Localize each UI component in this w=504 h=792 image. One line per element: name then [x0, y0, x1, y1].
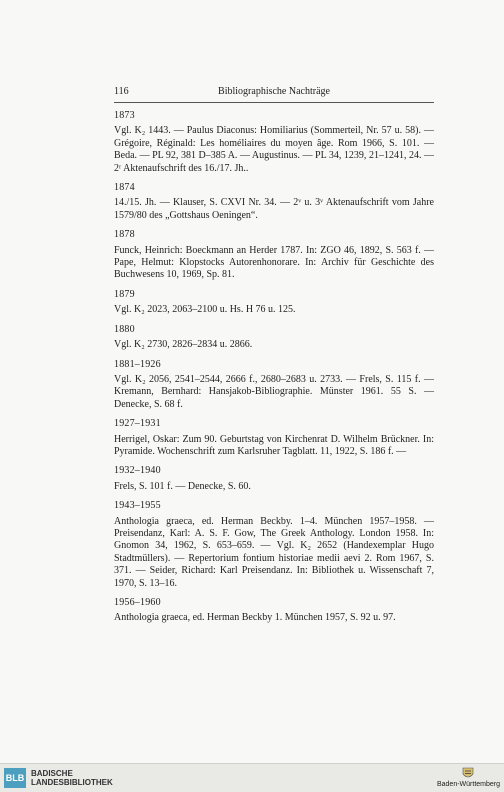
entry-text: 14./15. Jh. — Klauser, S. CXVI Nr. 34. — 2ᵛ u. 3ᵛ Aktenaufschrift vom Jahre 1579/80 des „Gottshaus Oeningen“.	[114, 197, 434, 221]
page-number: 116	[114, 86, 129, 97]
entry-text: Anthologia graeca, ed. Herman Beckby 1. München 1957, S. 92 u. 97.	[114, 612, 396, 624]
library-name	[31, 769, 113, 787]
entry-year: 1943–1955	[114, 500, 161, 512]
footer-bar	[0, 763, 504, 792]
entry-year: 1956–1960	[114, 597, 161, 608]
header-rule	[114, 102, 434, 103]
entries-list	[114, 110, 434, 632]
entry	[114, 418, 434, 458]
entry	[114, 500, 434, 590]
entry-year: 1880	[114, 323, 135, 335]
coat-of-arms-icon	[460, 766, 476, 780]
entry-year: 1932–1940	[114, 465, 161, 477]
entry-text: Funck, Heinrich: Boeckmann an Herder 1787. In: ZGO 46, 1892, S. 563 f. — Pape, Helmut: Klopstocks Autorenhonorare. In: Archiv für Geschichte des Buchwesens 10, 1969, Sp. 81.	[114, 244, 434, 281]
entry	[114, 324, 434, 352]
entry-text: Vgl. K₂ 2730, 2826–2834 u. 2866.	[114, 339, 253, 351]
library-name-line2: LANDESBIBLIOTHEK	[31, 778, 113, 787]
entry-text: Herrigel, Oskar: Zum 90. Geburtstag von Kirchenrat D. Wilhelm Brückner. In: Pyramide. Wochenschrift zum Karlsruher Tagblatt. 11, 1922, S. 186 f. —	[114, 433, 434, 457]
state-name: Baden-Württemberg	[436, 781, 500, 788]
entry	[114, 465, 434, 493]
entry-year: 1873	[114, 110, 135, 121]
entry-year: 1881–1926	[114, 358, 161, 370]
entry-year: 1879	[114, 288, 135, 300]
blb-logo-text: BLB	[5, 773, 25, 783]
entry	[114, 289, 434, 317]
entry	[114, 597, 434, 625]
entry-year: 1874	[114, 182, 135, 194]
entry	[114, 110, 434, 175]
entry-year: 1927–1931	[114, 418, 161, 430]
blb-logo	[4, 768, 26, 788]
entry-text: Vgl. K₂ 2056, 2541–2544, 2666 f., 2680–2683 u. 2733. — Frels, S. 115 f. — Kremann, Bernhard: Hansjakob-Bibliographie. Münster 1961. 55 S. — Denecke, S. 68 f.	[114, 373, 434, 410]
entry	[114, 359, 434, 412]
library-name-line1: BADISCHE	[31, 769, 73, 778]
entry	[114, 182, 434, 222]
entry-text: Vgl. K₂ 1443. — Paulus Diaconus: Homiliarius (Sommerteil, Nr. 57 u. 58). — Grégoire, Réginald: Les homéliaires du moyen âge. Rom 1966, S. 101. — Beda. — PL 92, 381 D–385 A. — Augustinus. — PL 34, 1239, 21–1241, 24. — 2ʳ Aktenaufschrift des 16./17. Jh..	[114, 125, 434, 174]
entry-year: 1878	[114, 229, 135, 241]
entry-text: Anthologia graeca, ed. Herman Beckby. 1–4. München 1957–1958. — Preisendanz, Karl: A. S. F. Gow, The Greek Anthology. London 1958. In: Gnomon 34, 1962, S. 653–659. — Vgl. K₂ 2652 (Handexemplar Hugo Stadtmüllers). — Repertorium fontium historiae medii aevi 2. Rom 1967, S. 371. — Seider, Richard: Karl Preisendanz. In: Bibliothek u. Wissenschaft 7, 1970, S. 13–16.	[114, 515, 434, 589]
running-head: Bibliographische Nachträge	[218, 86, 330, 97]
entry-text: Frels, S. 101 f. — Denecke, S. 60.	[114, 480, 251, 492]
entry-text: Vgl. K₂ 2023, 2063–2100 u. Hs. H 76 u. 125.	[114, 304, 296, 316]
entry	[114, 229, 434, 282]
